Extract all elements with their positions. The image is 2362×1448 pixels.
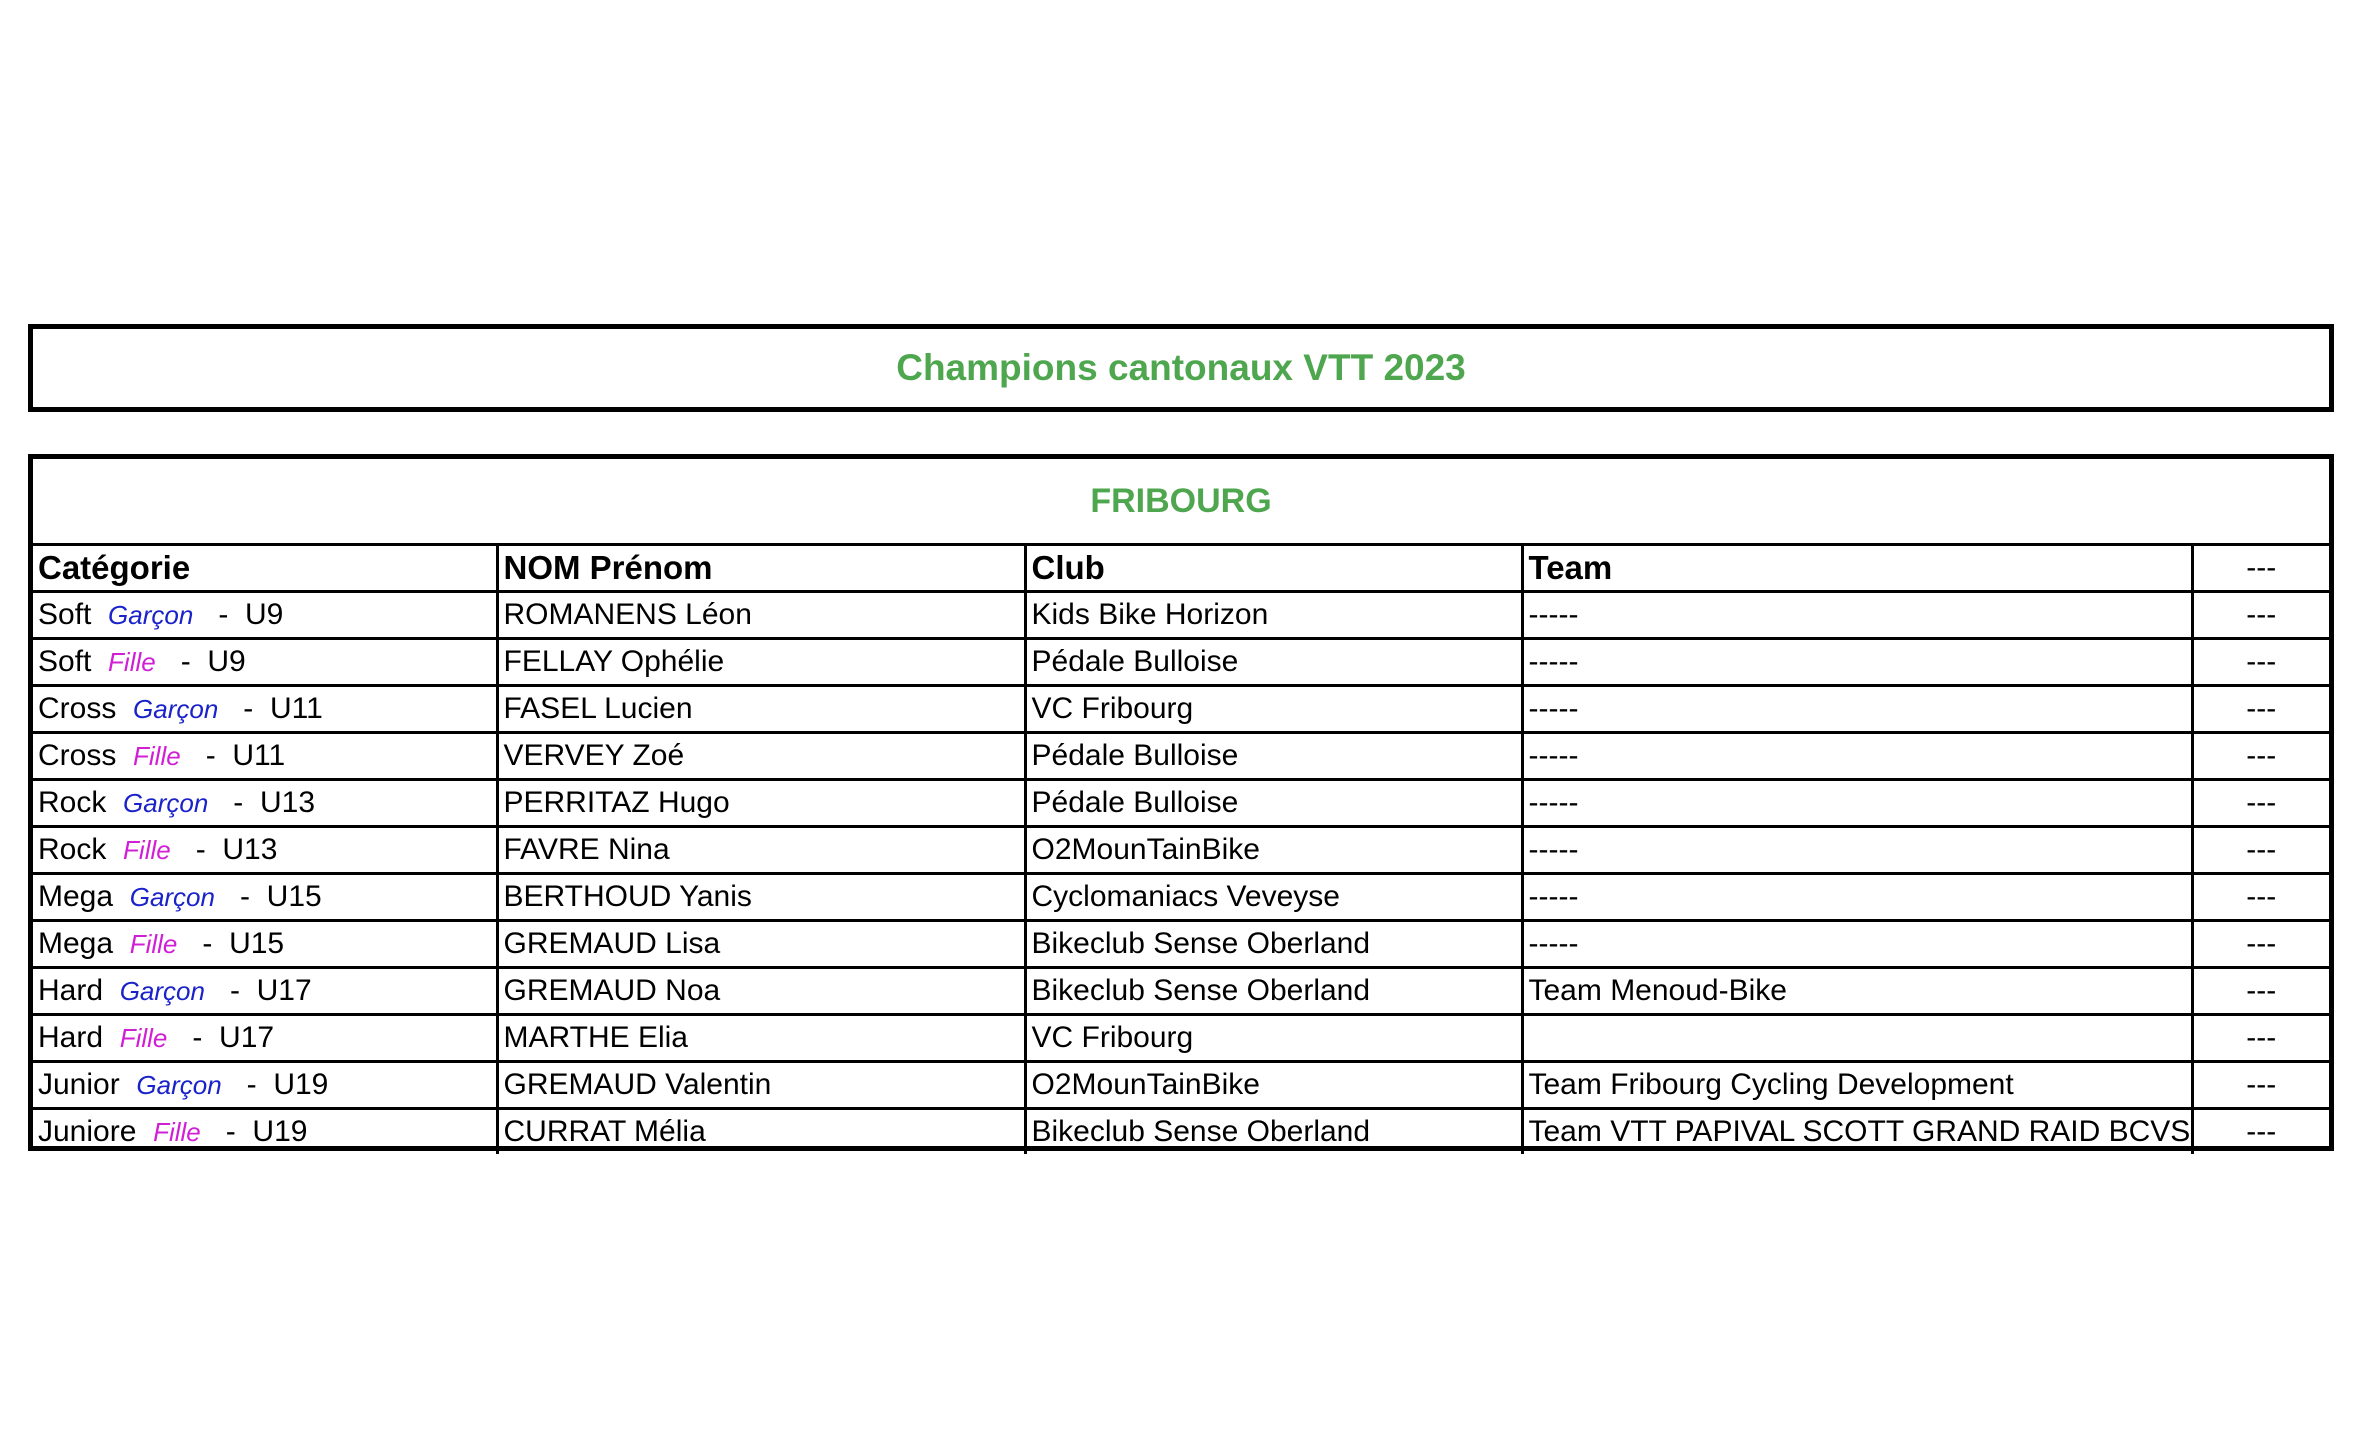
header-nom-prenom: NOM Prénom [497, 546, 1025, 592]
age-label: U9 [244, 598, 284, 631]
category-label: Junior [38, 1068, 120, 1101]
category-cell: Cross Fille - U11 [33, 733, 497, 780]
gender-label: Garçon [108, 600, 194, 630]
category-cell: Mega Fille - U15 [33, 921, 497, 968]
table-row [33, 1109, 2329, 1155]
age-label: U15 [266, 880, 322, 913]
header-categorie: Catégorie [38, 549, 191, 586]
name-cell: CURRAT Mélia [497, 1109, 1025, 1155]
team-cell: Team Fribourg Cycling Development [1522, 1062, 2192, 1109]
gender-label: Garçon [129, 882, 215, 912]
age-label: U17 [219, 1021, 275, 1054]
team-cell: Team VTT PAPIVAL SCOTT GRAND RAID BCVS [1522, 1109, 2192, 1155]
category-cell: Rock Garçon - U13 [33, 780, 497, 827]
extra-cell: --- [2192, 968, 2329, 1015]
gender-label: Fille [153, 1117, 201, 1147]
club-cell: Bikeclub Sense Oberland [1025, 921, 1522, 968]
extra-cell: --- [2192, 921, 2329, 968]
table-row [33, 827, 2329, 874]
club-cell: O2MounTainBike [1025, 827, 1522, 874]
table-row [33, 780, 2329, 827]
age-label: U13 [259, 786, 316, 819]
extra-cell: --- [2192, 592, 2329, 639]
category-cell: Juniore Fille - U19 [33, 1109, 497, 1155]
name-cell: GREMAUD Valentin [497, 1062, 1025, 1109]
category-cell: Soft Fille - U9 [33, 639, 497, 686]
team-cell: ----- [1522, 921, 2192, 968]
category-label: Mega [38, 927, 114, 960]
region-header [33, 459, 2329, 546]
category-label: Hard [38, 974, 104, 1007]
extra-cell: --- [2192, 639, 2329, 686]
extra-cell: --- [2192, 733, 2329, 780]
category-cell: Hard Fille - U17 [33, 1015, 497, 1062]
team-cell: ----- [1522, 686, 2192, 733]
title-box [28, 324, 2334, 412]
age-label: U19 [252, 1115, 308, 1148]
gender-label: Garçon [136, 1070, 222, 1100]
gender-label: Garçon [133, 694, 219, 724]
results-table [33, 546, 2329, 1154]
team-cell: ----- [1522, 827, 2192, 874]
age-label: U19 [273, 1068, 329, 1101]
extra-cell: --- [2192, 686, 2329, 733]
gender-label: Fille [123, 835, 171, 865]
category-cell: Hard Garçon - U17 [33, 968, 497, 1015]
name-cell: ROMANENS Léon [497, 592, 1025, 639]
table-row [33, 686, 2329, 733]
header-team: Team [1522, 546, 2192, 592]
gender-label: Garçon [123, 788, 209, 818]
table-row [33, 921, 2329, 968]
team-cell [1522, 1015, 2192, 1062]
region-title: FRIBOURG [1090, 481, 1272, 520]
age-label: U9 [207, 645, 246, 678]
category-cell: Soft Garçon - U9 [33, 592, 497, 639]
club-cell: VC Fribourg [1025, 686, 1522, 733]
club-cell: Bikeclub Sense Oberland [1025, 1109, 1522, 1155]
category-label: Soft [38, 598, 92, 631]
category-cell: Cross Garçon - U11 [33, 686, 497, 733]
team-cell: Team Menoud-Bike [1522, 968, 2192, 1015]
header-club: Club [1025, 546, 1522, 592]
category-label: Mega [38, 880, 114, 913]
age-label: U17 [256, 974, 312, 1007]
category-label: Rock [38, 786, 107, 819]
club-cell: Kids Bike Horizon [1025, 592, 1522, 639]
extra-cell: --- [2192, 827, 2329, 874]
category-label: Soft [38, 645, 92, 678]
table-row [33, 733, 2329, 780]
extra-cell: --- [2192, 1109, 2329, 1155]
club-cell: Cyclomaniacs Veveyse [1025, 874, 1522, 921]
extra-cell: --- [2192, 874, 2329, 921]
name-cell: VERVEY Zoé [497, 733, 1025, 780]
age-label: U15 [229, 927, 285, 960]
age-label: U11 [232, 739, 286, 772]
gender-label: Fille [119, 1023, 168, 1053]
name-cell: BERTHOUD Yanis [497, 874, 1025, 921]
team-cell: ----- [1522, 874, 2192, 921]
team-cell: ----- [1522, 733, 2192, 780]
club-cell: Pédale Bulloise [1025, 639, 1522, 686]
club-cell: Pédale Bulloise [1025, 780, 1522, 827]
club-cell: O2MounTainBike [1025, 1062, 1522, 1109]
page-title: Champions cantonaux VTT 2023 [896, 347, 1466, 388]
name-cell: FELLAY Ophélie [497, 639, 1025, 686]
team-cell: ----- [1522, 592, 2192, 639]
gender-label: Garçon [119, 976, 205, 1006]
age-label: U11 [269, 692, 323, 725]
table-row [33, 639, 2329, 686]
name-cell: MARTHE Elia [497, 1015, 1025, 1062]
team-cell: ----- [1522, 639, 2192, 686]
name-cell: GREMAUD Lisa [497, 921, 1025, 968]
name-cell: FASEL Lucien [497, 686, 1025, 733]
table-row [33, 1062, 2329, 1109]
category-label: Cross [38, 692, 117, 725]
table-row [33, 968, 2329, 1015]
club-cell: VC Fribourg [1025, 1015, 1522, 1062]
category-label: Rock [38, 833, 107, 866]
age-label: U13 [222, 833, 278, 866]
table-row [33, 1015, 2329, 1062]
name-cell: GREMAUD Noa [497, 968, 1025, 1015]
table-row [33, 592, 2329, 639]
category-cell: Mega Garçon - U15 [33, 874, 497, 921]
table-header-row [33, 546, 2329, 592]
extra-cell: --- [2192, 1015, 2329, 1062]
club-cell: Pédale Bulloise [1025, 733, 1522, 780]
name-cell: PERRITAZ Hugo [497, 780, 1025, 827]
category-cell: Rock Fille - U13 [33, 827, 497, 874]
extra-cell: --- [2192, 1062, 2329, 1109]
name-cell: FAVRE Nina [497, 827, 1025, 874]
category-label: Juniore [38, 1115, 137, 1148]
table-row [33, 874, 2329, 921]
category-label: Hard [38, 1021, 104, 1054]
results-table-box [28, 454, 2334, 1151]
gender-label: Fille [108, 647, 156, 677]
club-cell: Bikeclub Sense Oberland [1025, 968, 1522, 1015]
extra-cell: --- [2192, 780, 2329, 827]
gender-label: Fille [133, 741, 181, 771]
category-label: Cross [38, 739, 117, 772]
category-cell: Junior Garçon - U19 [33, 1062, 497, 1109]
team-cell: ----- [1522, 780, 2192, 827]
gender-label: Fille [129, 929, 178, 959]
header-extra: --- [2192, 546, 2329, 592]
